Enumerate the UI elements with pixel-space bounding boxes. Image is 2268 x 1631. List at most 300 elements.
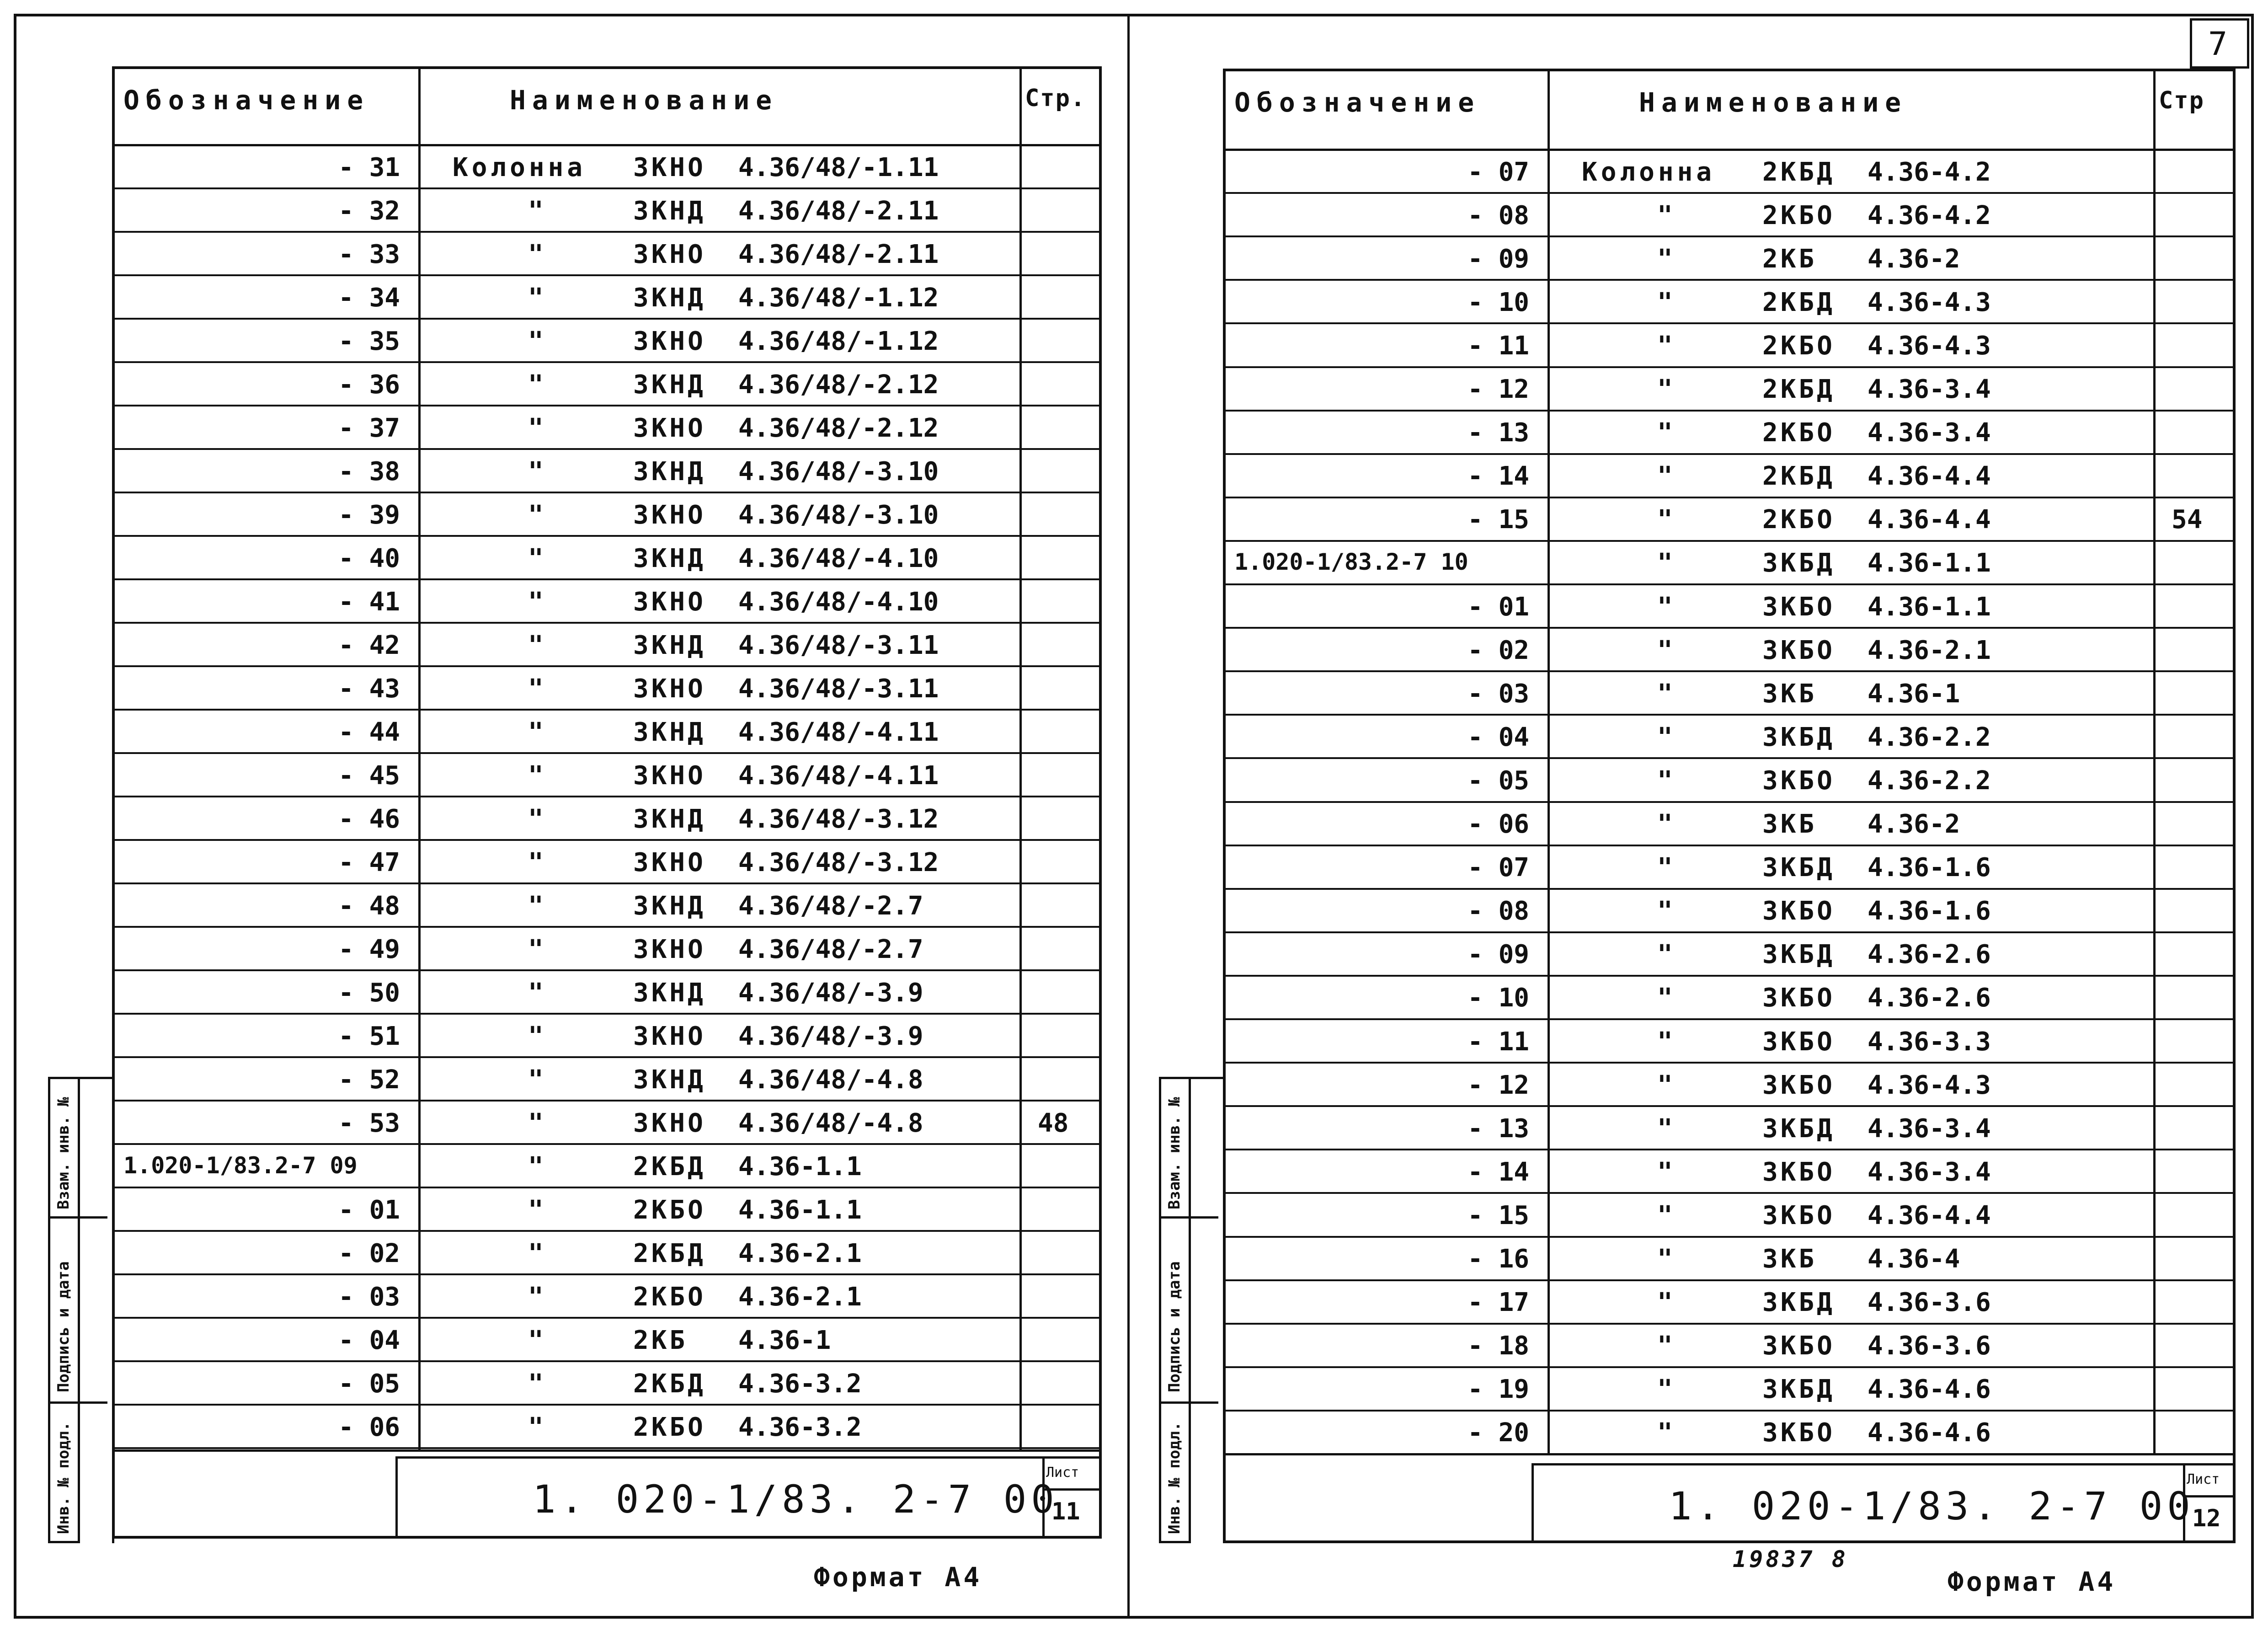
row-divider bbox=[112, 665, 1102, 667]
row-item: " bbox=[1657, 1113, 1676, 1144]
row-type: 2КБД bbox=[1762, 461, 1835, 492]
row-type: 3КБО bbox=[1762, 1200, 1835, 1230]
row-mark: 4.36-2.2 bbox=[1868, 722, 1991, 752]
row-mark: 4.36-4.2 bbox=[1868, 200, 1991, 230]
row-designation: - 41 bbox=[338, 587, 400, 617]
row-mark: 4.36/48/-2.12 bbox=[738, 369, 939, 400]
row-divider bbox=[112, 492, 1102, 493]
row-item: " bbox=[528, 369, 547, 400]
row-type: 3КБО bbox=[1762, 1418, 1835, 1448]
row-designation: 1.020-1/83.2-7 10 bbox=[1234, 549, 1468, 576]
row-divider bbox=[1223, 1062, 2236, 1064]
row-type: 3КНО bbox=[633, 934, 706, 964]
sheet-number: 11 bbox=[1051, 1498, 1080, 1525]
row-designation: - 04 bbox=[338, 1325, 400, 1355]
row-designation: - 03 bbox=[338, 1282, 400, 1312]
row-divider bbox=[112, 622, 1102, 624]
row-item: " bbox=[528, 804, 547, 834]
row-item: " bbox=[528, 1108, 547, 1138]
row-mark: 4.36-1.1 bbox=[738, 1195, 862, 1225]
row-divider bbox=[112, 1100, 1102, 1102]
row-item: " bbox=[1657, 592, 1676, 622]
row-divider bbox=[1223, 366, 2236, 368]
archive-number: 19837 8 bbox=[1733, 1546, 1848, 1572]
row-divider bbox=[112, 1404, 1102, 1406]
row-mark: 4.36-2.1 bbox=[738, 1282, 862, 1312]
header-divider bbox=[112, 144, 1102, 146]
row-item: " bbox=[1657, 722, 1676, 752]
row-designation: - 05 bbox=[1468, 765, 1529, 796]
row-divider bbox=[1223, 1149, 2236, 1150]
row-designation: - 09 bbox=[1468, 244, 1529, 274]
row-divider bbox=[112, 1317, 1102, 1319]
row-divider bbox=[112, 926, 1102, 928]
row-type: 3КБО bbox=[1762, 765, 1835, 796]
row-type: 3КБО bbox=[1762, 983, 1835, 1013]
row-mark: 4.36/48/-3.11 bbox=[738, 630, 939, 660]
row-type: 3КБД bbox=[1762, 722, 1835, 752]
row-type: 2КБО bbox=[1762, 200, 1835, 230]
row-designation: - 02 bbox=[1468, 635, 1529, 665]
row-item: " bbox=[1657, 940, 1676, 970]
row-type: 3КНД bbox=[633, 283, 706, 313]
row-divider bbox=[1223, 279, 2236, 281]
row-divider bbox=[1223, 714, 2236, 716]
row-divider bbox=[1223, 975, 2236, 977]
row-designation: - 03 bbox=[1468, 679, 1529, 709]
row-type: 2КБД bbox=[1762, 157, 1835, 187]
row-divider bbox=[1223, 627, 2236, 629]
row-item: " bbox=[528, 1412, 547, 1442]
row-designation: - 01 bbox=[1468, 592, 1529, 622]
row-designation: - 15 bbox=[1468, 505, 1529, 535]
row-divider bbox=[1223, 801, 2236, 803]
row-designation: - 35 bbox=[338, 326, 400, 356]
row-type: 3КНО bbox=[633, 239, 706, 269]
header-name: Наименование bbox=[510, 85, 779, 116]
row-item: " bbox=[1657, 1331, 1676, 1361]
row-mark: 4.36-1.1 bbox=[1868, 592, 1991, 622]
row-item: " bbox=[1657, 1244, 1676, 1274]
row-item: " bbox=[528, 326, 547, 356]
row-divider bbox=[112, 1013, 1102, 1015]
side-strip-divider bbox=[1159, 1401, 1218, 1404]
row-divider bbox=[1223, 1323, 2236, 1325]
row-mark: 4.36-4.3 bbox=[1868, 1070, 1991, 1100]
row-type: 3КНД bbox=[633, 456, 706, 487]
row-designation: - 14 bbox=[1468, 1157, 1529, 1187]
row-mark: 4.36-1 bbox=[738, 1325, 831, 1355]
row-divider bbox=[112, 1360, 1102, 1362]
row-mark: 4.36-3.2 bbox=[738, 1369, 862, 1399]
row-type: 3КБО bbox=[1762, 1027, 1835, 1057]
format-label: Формат А4 bbox=[814, 1561, 982, 1593]
row-mark: 4.36-1.6 bbox=[1868, 853, 1991, 883]
row-item: " bbox=[528, 1064, 547, 1095]
side-strip-divider bbox=[48, 1401, 107, 1404]
column-divider-page bbox=[2153, 69, 2156, 1453]
row-item: Колонна bbox=[1582, 157, 1716, 187]
row-mark: 4.36/48/-4.10 bbox=[738, 587, 939, 617]
row-divider bbox=[1223, 1410, 2236, 1412]
row-item: " bbox=[1657, 1027, 1676, 1057]
row-item: " bbox=[1657, 853, 1676, 883]
row-item: " bbox=[1657, 1288, 1676, 1318]
row-divider bbox=[1223, 931, 2236, 933]
row-mark: 4.36-1.6 bbox=[1868, 896, 1991, 926]
row-divider bbox=[112, 187, 1102, 189]
row-designation: - 53 bbox=[338, 1108, 400, 1138]
row-designation: - 10 bbox=[1468, 287, 1529, 317]
row-item: " bbox=[528, 1021, 547, 1051]
row-item: " bbox=[528, 456, 547, 487]
row-divider bbox=[1223, 192, 2236, 194]
row-type: 3КНД bbox=[633, 978, 706, 1008]
row-divider bbox=[112, 839, 1102, 841]
row-type: 3КБ bbox=[1762, 809, 1817, 840]
row-divider bbox=[112, 1187, 1102, 1188]
row-mark: 4.36-4.4 bbox=[1868, 1200, 1991, 1230]
row-mark: 4.36/48/-1.12 bbox=[738, 326, 939, 356]
row-item: " bbox=[528, 1195, 547, 1225]
row-mark: 4.36/48/-3.10 bbox=[738, 500, 939, 530]
row-designation: - 36 bbox=[338, 369, 400, 400]
row-item: " bbox=[1657, 244, 1676, 274]
row-divider bbox=[1223, 757, 2236, 759]
row-item: " bbox=[528, 934, 547, 964]
row-item: " bbox=[1657, 1418, 1676, 1448]
row-divider bbox=[112, 405, 1102, 406]
row-divider bbox=[112, 1447, 1102, 1449]
row-designation: - 44 bbox=[338, 717, 400, 747]
row-mark: 4.36/48/-3.11 bbox=[738, 674, 939, 704]
row-designation: - 42 bbox=[338, 630, 400, 660]
row-item: " bbox=[1657, 1070, 1676, 1100]
center-divider bbox=[1127, 14, 1130, 1619]
row-divider bbox=[1223, 540, 2236, 542]
row-type: 3КБД bbox=[1762, 853, 1835, 883]
row-item: " bbox=[1657, 418, 1676, 448]
row-mark: 4.36-2.6 bbox=[1868, 983, 1991, 1013]
row-designation: - 12 bbox=[1468, 1070, 1529, 1100]
row-divider bbox=[112, 231, 1102, 233]
row-mark: 4.36/48/-3.12 bbox=[738, 804, 939, 834]
row-mark: 4.36-4.3 bbox=[1868, 331, 1991, 361]
row-divider bbox=[1223, 583, 2236, 585]
row-mark: 4.36-3.6 bbox=[1868, 1288, 1991, 1318]
row-item: " bbox=[1657, 1157, 1676, 1187]
row-designation: - 31 bbox=[338, 152, 400, 182]
header-name: Наименование bbox=[1639, 87, 1908, 118]
row-designation: - 07 bbox=[1468, 157, 1529, 187]
row-designation: - 06 bbox=[338, 1412, 400, 1442]
sheet-number: 12 bbox=[2192, 1505, 2221, 1532]
row-designation: - 07 bbox=[1468, 853, 1529, 883]
row-divider bbox=[1223, 235, 2236, 237]
row-item: " bbox=[528, 891, 547, 921]
row-item: " bbox=[1657, 287, 1676, 317]
row-item: " bbox=[528, 1238, 547, 1268]
row-designation: - 17 bbox=[1468, 1288, 1529, 1318]
page-number: 7 bbox=[2208, 25, 2228, 63]
row-item: " bbox=[1657, 331, 1676, 361]
row-mark: 4.36-3.6 bbox=[1868, 1331, 1991, 1361]
row-type: 3КНО bbox=[633, 326, 706, 356]
row-divider bbox=[1223, 322, 2236, 324]
row-type: 2КБО bbox=[633, 1412, 706, 1442]
row-designation: - 34 bbox=[338, 283, 400, 313]
side-label: Подпись и дата bbox=[1165, 1261, 1184, 1392]
row-mark: 4.36/48/-2.12 bbox=[738, 413, 939, 443]
row-divider bbox=[112, 1143, 1102, 1145]
row-mark: 4.36-3.3 bbox=[1868, 1027, 1991, 1057]
row-designation: - 16 bbox=[1468, 1244, 1529, 1274]
row-designation: - 13 bbox=[1468, 1113, 1529, 1144]
row-mark: 4.36/48/-3.12 bbox=[738, 847, 939, 877]
side-label: Подпись и дата bbox=[54, 1261, 73, 1392]
row-mark: 4.36-2.1 bbox=[738, 1238, 862, 1268]
row-divider bbox=[112, 535, 1102, 537]
row-divider bbox=[112, 361, 1102, 363]
row-item: " bbox=[1657, 461, 1676, 492]
row-designation: - 46 bbox=[338, 804, 400, 834]
row-mark: 4.36/48/-2.7 bbox=[738, 934, 923, 964]
table-bottom-line bbox=[1223, 1453, 2236, 1455]
row-designation: - 50 bbox=[338, 978, 400, 1008]
row-mark: 4.36-4.4 bbox=[1868, 505, 1991, 535]
side-label: Взам. инв. № bbox=[1165, 1097, 1184, 1209]
row-type: 3КНД bbox=[633, 369, 706, 400]
row-type: 3КНО bbox=[633, 413, 706, 443]
row-type: 3КБД bbox=[1762, 1113, 1835, 1144]
row-designation: - 45 bbox=[338, 760, 400, 791]
row-designation: - 39 bbox=[338, 500, 400, 530]
row-divider bbox=[112, 318, 1102, 320]
row-designation: - 52 bbox=[338, 1064, 400, 1095]
row-type: 3КНО bbox=[633, 847, 706, 877]
row-designation: - 51 bbox=[338, 1021, 400, 1051]
side-strip-divider bbox=[48, 1216, 107, 1219]
row-type: 2КБД bbox=[633, 1369, 706, 1399]
sheet-label: Лист bbox=[2187, 1471, 2220, 1487]
row-mark: 4.36/48/-2.11 bbox=[738, 196, 939, 226]
row-mark: 4.36-3.4 bbox=[1868, 374, 1991, 405]
row-type: 3КНД bbox=[633, 543, 706, 573]
row-designation: - 08 bbox=[1468, 896, 1529, 926]
side-strip-inner bbox=[1223, 1077, 1225, 1543]
row-type: 2КБО bbox=[1762, 331, 1835, 361]
row-item: " bbox=[528, 196, 547, 226]
row-designation: - 05 bbox=[338, 1369, 400, 1399]
row-divider bbox=[1223, 410, 2236, 412]
row-type: 3КБО bbox=[1762, 896, 1835, 926]
row-type: 3КНО bbox=[633, 500, 706, 530]
row-mark: 4.36-4.6 bbox=[1868, 1374, 1991, 1405]
row-mark: 4.36-3.2 bbox=[738, 1412, 862, 1442]
row-type: 3КБД bbox=[1762, 548, 1835, 578]
row-divider bbox=[112, 709, 1102, 711]
side-strip-top bbox=[80, 1077, 114, 1079]
row-mark: 4.36-1.1 bbox=[738, 1151, 862, 1182]
row-type: 3КБО bbox=[1762, 1331, 1835, 1361]
row-mark: 4.36-1.1 bbox=[1868, 548, 1991, 578]
row-type: 3КНД bbox=[633, 1064, 706, 1095]
row-designation: - 01 bbox=[338, 1195, 400, 1225]
row-type: 2КБО bbox=[633, 1282, 706, 1312]
row-designation: 1.020-1/83.2-7 09 bbox=[123, 1152, 358, 1179]
row-divider bbox=[1223, 1105, 2236, 1107]
row-divider bbox=[112, 752, 1102, 754]
row-type: 3КБД bbox=[1762, 940, 1835, 970]
row-designation: - 37 bbox=[338, 413, 400, 443]
row-item: " bbox=[1657, 896, 1676, 926]
row-item: " bbox=[528, 717, 547, 747]
row-designation: - 10 bbox=[1468, 983, 1529, 1013]
row-designation: - 15 bbox=[1468, 1200, 1529, 1230]
row-mark: 4.36-4.4 bbox=[1868, 461, 1991, 492]
column-divider-designation bbox=[418, 66, 421, 1449]
row-type: 3КБО bbox=[1762, 1157, 1835, 1187]
row-designation: - 43 bbox=[338, 674, 400, 704]
row-mark: 4.36/48/-3.9 bbox=[738, 978, 923, 1008]
row-item: " bbox=[1657, 1374, 1676, 1405]
row-designation: - 06 bbox=[1468, 809, 1529, 840]
row-type: 2КБ bbox=[633, 1325, 688, 1355]
row-designation: - 47 bbox=[338, 847, 400, 877]
column-divider-designation bbox=[1548, 69, 1550, 1453]
row-item: " bbox=[528, 543, 547, 573]
row-designation: - 32 bbox=[338, 196, 400, 226]
row-divider bbox=[1223, 1236, 2236, 1238]
row-type: 2КБО bbox=[1762, 505, 1835, 535]
row-item: " bbox=[528, 283, 547, 313]
side-label: Инв. № подл. bbox=[54, 1422, 73, 1534]
row-type: 3КНД bbox=[633, 717, 706, 747]
row-item: " bbox=[1657, 983, 1676, 1013]
row-page: 54 bbox=[2172, 505, 2203, 535]
sheet-label: Лист bbox=[1046, 1465, 1079, 1481]
row-designation: - 12 bbox=[1468, 374, 1529, 405]
row-mark: 4.36/48/-4.8 bbox=[738, 1064, 923, 1095]
row-designation: - 20 bbox=[1468, 1418, 1529, 1448]
row-mark: 4.36/48/-4.11 bbox=[738, 760, 939, 791]
row-divider bbox=[1223, 453, 2236, 455]
row-item: " bbox=[1657, 765, 1676, 796]
row-divider bbox=[1223, 1279, 2236, 1281]
row-type: 2КБО bbox=[1762, 418, 1835, 448]
row-type: 3КБ bbox=[1762, 1244, 1817, 1274]
row-designation: - 40 bbox=[338, 543, 400, 573]
row-item: " bbox=[528, 1369, 547, 1399]
side-strip-divider bbox=[1159, 1216, 1218, 1219]
row-item: " bbox=[528, 413, 547, 443]
row-type: 3КНД bbox=[633, 630, 706, 660]
row-item: " bbox=[528, 1325, 547, 1355]
row-divider bbox=[112, 796, 1102, 797]
row-type: 3КНО bbox=[633, 1108, 706, 1138]
row-mark: 4.36-4.6 bbox=[1868, 1418, 1991, 1448]
row-mark: 4.36-2 bbox=[1868, 809, 1960, 840]
row-divider bbox=[1223, 1018, 2236, 1020]
row-item: " bbox=[528, 500, 547, 530]
row-mark: 4.36/48/-4.11 bbox=[738, 717, 939, 747]
row-mark: 4.36-3.4 bbox=[1868, 418, 1991, 448]
row-item: " bbox=[528, 587, 547, 617]
row-item: " bbox=[528, 674, 547, 704]
row-type: 3КНО bbox=[633, 1021, 706, 1051]
row-designation: - 18 bbox=[1468, 1331, 1529, 1361]
row-mark: 4.36-2.6 bbox=[1868, 940, 1991, 970]
row-type: 3КНО bbox=[633, 587, 706, 617]
row-designation: - 09 bbox=[1468, 940, 1529, 970]
row-type: 2КБД bbox=[633, 1238, 706, 1268]
row-designation: - 11 bbox=[1468, 331, 1529, 361]
row-item: " bbox=[528, 760, 547, 791]
row-divider bbox=[112, 882, 1102, 884]
row-divider bbox=[1223, 845, 2236, 846]
row-type: 3КНД bbox=[633, 196, 706, 226]
row-designation: - 48 bbox=[338, 891, 400, 921]
row-divider bbox=[112, 1273, 1102, 1275]
row-item: " bbox=[1657, 679, 1676, 709]
row-type: 2КБ bbox=[1762, 244, 1817, 274]
row-mark: 4.36/48/-4.10 bbox=[738, 543, 939, 573]
row-divider bbox=[112, 1056, 1102, 1058]
row-mark: 4.36-4.3 bbox=[1868, 287, 1991, 317]
side-strip-top bbox=[1191, 1077, 1225, 1079]
header-divider bbox=[1223, 149, 2236, 151]
row-designation: - 49 bbox=[338, 934, 400, 964]
header-designation: Обозначение bbox=[1234, 87, 1481, 118]
row-type: 3КБО bbox=[1762, 592, 1835, 622]
row-divider bbox=[112, 1230, 1102, 1232]
row-mark: 4.36/48/-4.8 bbox=[738, 1108, 923, 1138]
row-divider bbox=[112, 274, 1102, 276]
row-item: " bbox=[1657, 374, 1676, 405]
row-item: " bbox=[1657, 809, 1676, 840]
row-mark: 4.36-4.2 bbox=[1868, 157, 1991, 187]
format-label: Формат А4 bbox=[1948, 1566, 2116, 1597]
row-designation: - 14 bbox=[1468, 461, 1529, 492]
row-mark: 4.36/48/-2.7 bbox=[738, 891, 923, 921]
row-item: " bbox=[1657, 635, 1676, 665]
row-item: " bbox=[1657, 548, 1676, 578]
row-designation: - 38 bbox=[338, 456, 400, 487]
document-code: 1. 020-1/83. 2-7 00 bbox=[1669, 1484, 2195, 1529]
row-item: " bbox=[528, 1151, 547, 1182]
row-divider bbox=[1223, 1192, 2236, 1194]
row-type: 3КБ bbox=[1762, 679, 1817, 709]
row-mark: 4.36-2 bbox=[1868, 244, 1960, 274]
row-type: 3КБО bbox=[1762, 635, 1835, 665]
row-item: " bbox=[528, 847, 547, 877]
row-designation: - 02 bbox=[338, 1238, 400, 1268]
row-type: 2КБД bbox=[633, 1151, 706, 1182]
row-designation: - 33 bbox=[338, 239, 400, 269]
row-type: 3КНД bbox=[633, 804, 706, 834]
row-mark: 4.36-2.2 bbox=[1868, 765, 1991, 796]
header-page: Стр. bbox=[1025, 85, 1086, 112]
row-divider bbox=[112, 578, 1102, 580]
row-mark: 4.36-3.4 bbox=[1868, 1113, 1991, 1144]
side-strip-inner bbox=[112, 1077, 114, 1543]
row-item: " bbox=[528, 239, 547, 269]
row-mark: 4.36/48/-1.11 bbox=[738, 152, 939, 182]
row-mark: 4.36-1 bbox=[1868, 679, 1960, 709]
row-item: " bbox=[528, 978, 547, 1008]
row-type: 3КБД bbox=[1762, 1374, 1835, 1405]
row-mark: 4.36/48/-2.11 bbox=[738, 239, 939, 269]
